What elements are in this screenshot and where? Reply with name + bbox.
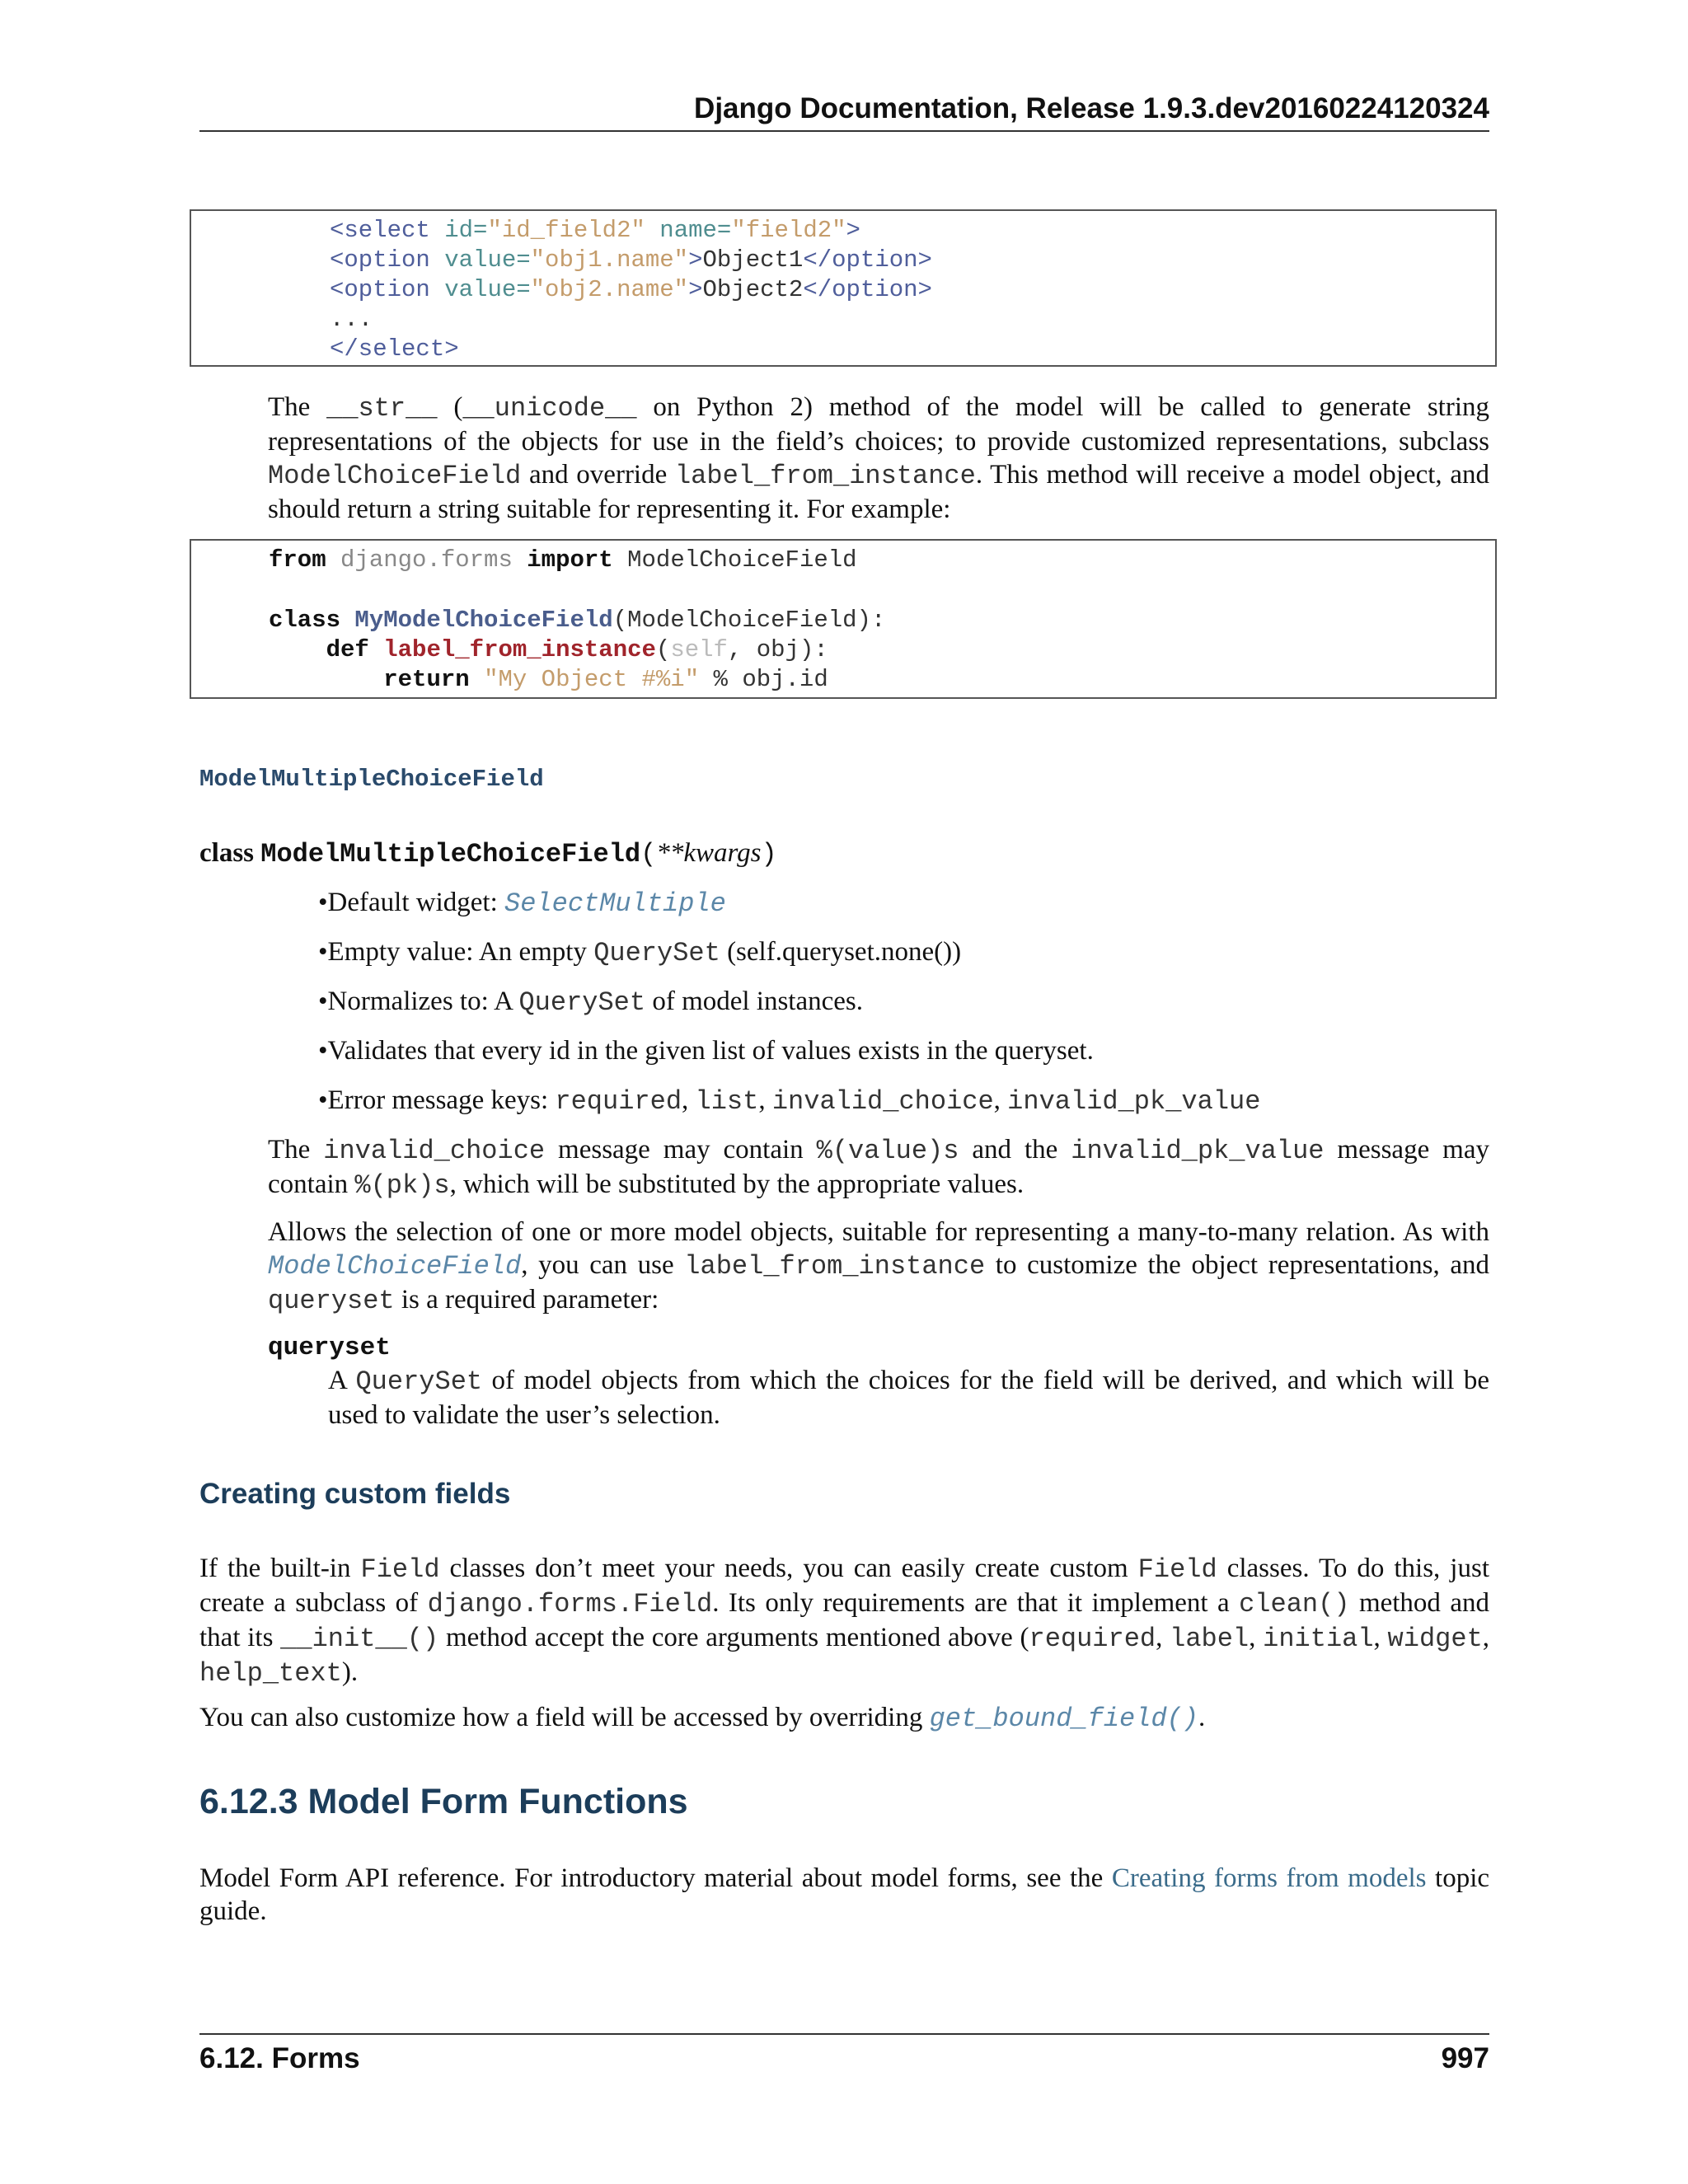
page-number: 997: [1441, 2042, 1489, 2074]
paragraph-bound-field: You can also customize how a field will be accessed by overriding get_bound_field().: [199, 1703, 1206, 1734]
code-line: <select id="id_field2" name="field2">: [330, 217, 860, 244]
paragraph-model-form-intro: Model Form API reference. For introductory material about model forms, see the Creating forms from models topic guide.: [199, 1863, 1490, 1926]
class-signature: class ModelMultipleChoiceField(**kwargs): [199, 838, 777, 869]
section-heading-custom-fields: Creating custom fields: [199, 1478, 511, 1510]
link-modelchoicefield[interactable]: ModelChoiceField: [268, 1251, 522, 1282]
list-item: •Default widget: SelectMultiple: [318, 888, 726, 919]
code-line: <option value="obj1.name">Object1</option>: [330, 246, 932, 274]
link-get-bound-field[interactable]: get_bound_field(): [929, 1704, 1199, 1734]
footer-divider: [199, 2033, 1489, 2035]
code-line: return "My Object #%i" % obj.id: [383, 666, 828, 693]
attribute-description: A QuerySet of model objects from which the choices for the field will be derived, and which will be used to validate the user’s selection.: [328, 1366, 1489, 1430]
paragraph-str-method: The __str__ (__unicode__ on Python 2) method of the model will be called to generate string representations of the objects for use in the field’s choices; to provide customized representations, subclass ModelChoiceField and override label_from_instance. This method will receive a model object, and should return a string suitable for representing it. For example:: [268, 392, 1489, 524]
code-line: ...: [330, 306, 373, 333]
footer-section: 6.12. Forms: [199, 2042, 360, 2074]
header-divider: [199, 130, 1489, 132]
list-item: •Validates that every id in the given list of values exists in the queryset.: [318, 1036, 1094, 1066]
paragraph-custom-fields: If the built-in Field classes don’t meet your needs, you can easily create custom Field classes. To do this, just create a subclass of django.forms.Field. Its only requirements are that it implement a clean() method and that its __init__() method accept the core arguments mentioned above (required, label, initial, widget, help_text).: [199, 1554, 1490, 1689]
page-header-title: Django Documentation, Release 1.9.3.dev20160224120324: [694, 92, 1489, 124]
code-line: def label_from_instance(self, obj):: [326, 636, 828, 663]
code-line: class MyModelChoiceField(ModelChoiceField):: [269, 607, 886, 634]
paragraph-error-messages: The invalid_choice message may contain %(value)s and the invalid_pk_value message may contain %(pk)s, which will be substituted by the appropriate values.: [268, 1135, 1489, 1201]
code-block-python-example: [190, 539, 1497, 699]
field-heading: ModelMultipleChoiceField: [199, 766, 544, 793]
list-item: •Error message keys: required, list, invalid_choice, invalid_pk_value: [318, 1085, 1261, 1117]
attribute-name-queryset: queryset: [268, 1333, 391, 1362]
list-item: •Normalizes to: A QuerySet of model instances.: [318, 987, 864, 1018]
code-block-select-html: [190, 209, 1497, 367]
link-creating-forms-from-models[interactable]: Creating forms from models: [1111, 1863, 1427, 1893]
paragraph-allows-selection: Allows the selection of one or more model objects, suitable for representing a many-to-many relation. As with ModelChoiceField, you can use label_from_instance to customize the object representations, and queryset is a required parameter:: [268, 1217, 1489, 1316]
code-line: </select>: [330, 335, 459, 363]
section-heading-model-form-functions: 6.12.3 Model Form Functions: [199, 1782, 688, 1821]
code-line: from django.forms import ModelChoiceField: [269, 546, 857, 574]
code-line: <option value="obj2.name">Object2</option>: [330, 276, 932, 303]
link-selectmultiple[interactable]: SelectMultiple: [504, 888, 726, 919]
list-item: •Empty value: An empty QuerySet (self.queryset.none()): [318, 937, 962, 968]
